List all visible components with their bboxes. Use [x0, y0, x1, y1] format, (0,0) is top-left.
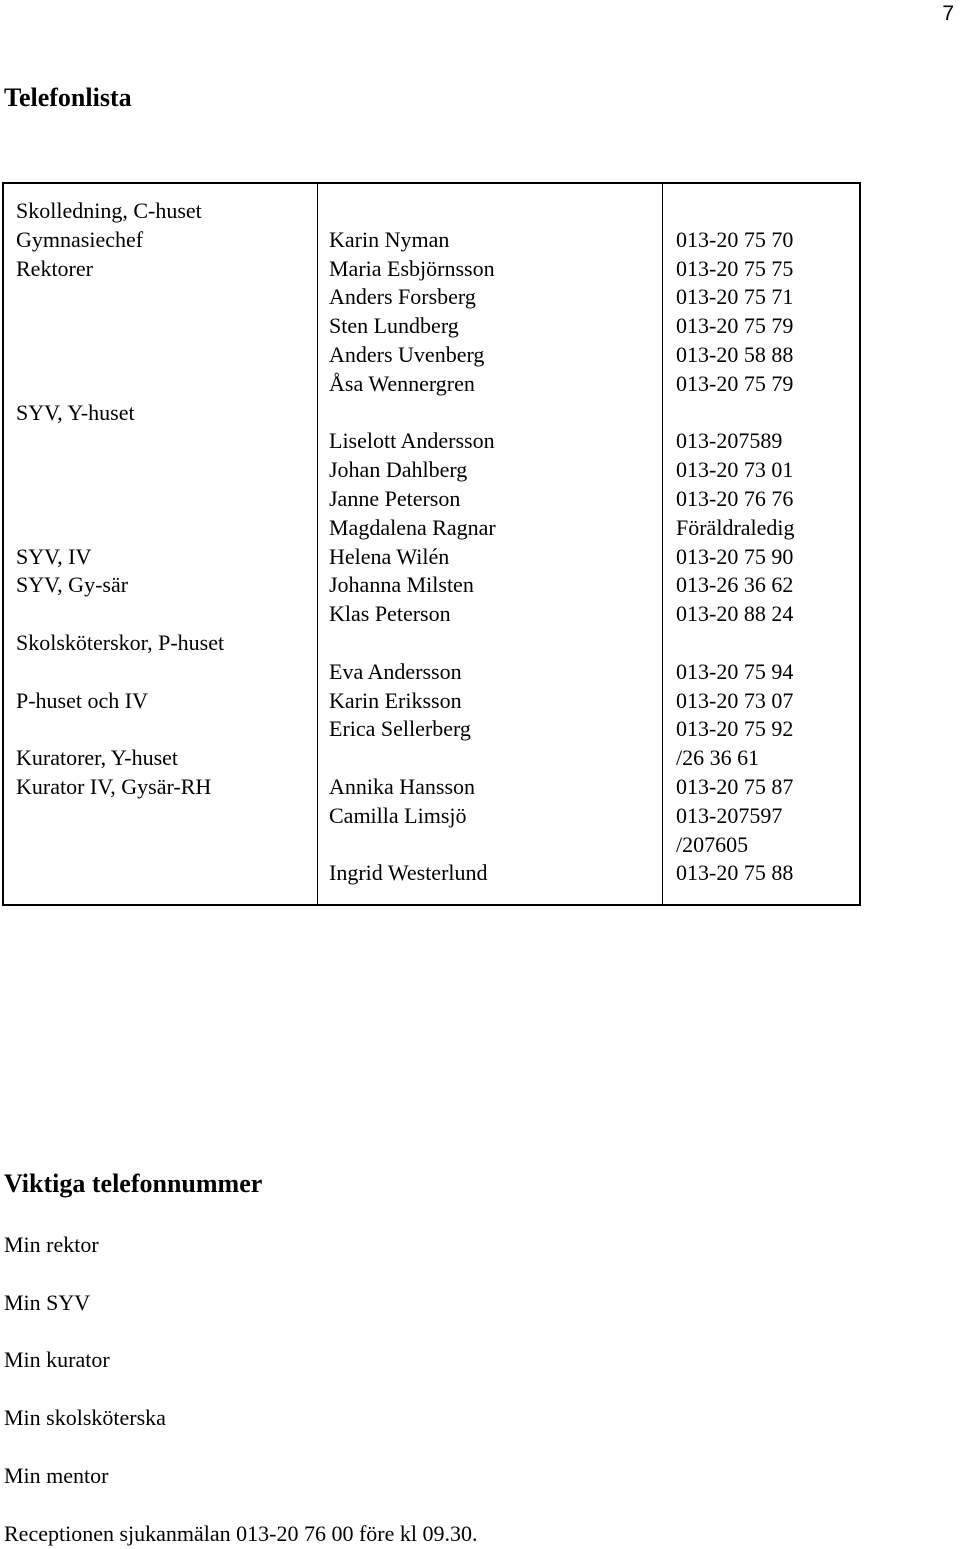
important-item: Min kurator [4, 1347, 110, 1373]
section-heading: Viktiga telefonnummer [4, 1169, 263, 1198]
phone-cell: 013-20 75 94 [676, 658, 794, 684]
role-cell: Skolsköterskor, P-huset [16, 630, 225, 655]
phone-cell: 013-20 73 01 [676, 457, 794, 483]
phone-cell: 013-20 75 79 [676, 313, 794, 339]
phone-cell: /207605 [676, 831, 749, 857]
phone-cell: 013-207597 [676, 802, 783, 828]
page-title: Telefonlista [4, 83, 132, 112]
phone-cell: 013-20 76 76 [676, 486, 794, 511]
name-cell: Erica Sellerberg [329, 716, 471, 742]
role-cell: SYV, Y-huset [16, 399, 135, 425]
phone-list-table [2, 182, 861, 906]
phone-cell: 013-20 75 87 [676, 774, 794, 799]
column-divider [662, 184, 663, 904]
phone-cell: 013-20 75 70 [676, 226, 794, 252]
role-cell: Skolledning, C-huset [16, 198, 202, 223]
name-cell: Sten Lundberg [329, 313, 459, 339]
role-cell: SYV, IV [16, 543, 92, 569]
phone-cell: /26 36 61 [676, 745, 760, 771]
phone-cell: 013-20 75 88 [676, 860, 794, 886]
important-item: Min mentor [4, 1462, 109, 1488]
name-cell: Liselott Andersson [329, 428, 495, 454]
important-item: Min skolsköterska [4, 1405, 166, 1431]
important-item: Min SYV [4, 1289, 91, 1315]
phone-cell: 013-20 75 92 [676, 716, 794, 742]
role-cell: Rektorer [16, 255, 93, 281]
phone-cell: 013-20 75 75 [676, 255, 794, 281]
name-cell: Camilla Limsjö [329, 802, 467, 828]
phone-cell: Föräldraledig [676, 514, 795, 540]
role-cell: P-huset och IV [16, 687, 148, 713]
role-cell: Kurator IV, Gysär-RH [16, 774, 212, 799]
name-cell: Annika Hansson [329, 774, 476, 799]
name-cell: Maria Esbjörnsson [329, 255, 495, 281]
name-cell: Åsa Wennergren [329, 370, 475, 396]
name-cell: Klas Peterson [329, 601, 451, 627]
name-cell: Karin Nyman [329, 226, 450, 252]
name-cell: Anders Forsberg [329, 284, 476, 310]
phone-cell: 013-26 36 62 [676, 572, 794, 598]
name-cell: Ingrid Westerlund [329, 860, 488, 886]
page-number: 7 [942, 2, 954, 25]
name-cell: Johanna Milsten [329, 572, 474, 598]
name-column [329, 184, 659, 904]
important-item: Min rektor [4, 1232, 99, 1257]
phone-cell: 013-207589 [676, 428, 783, 454]
name-cell: Johan Dahlberg [329, 457, 468, 483]
important-item: Receptionen sjukanmälan 013-20 76 00 före kl 09.30. [4, 1520, 478, 1546]
phone-cell: 013-20 75 71 [676, 284, 794, 310]
role-column [16, 184, 312, 904]
name-cell: Anders Uvenberg [329, 342, 485, 367]
phone-cell: 013-20 75 90 [676, 543, 794, 569]
phone-cell: 013-20 73 07 [676, 687, 794, 713]
name-cell: Eva Andersson [329, 658, 462, 684]
column-divider [317, 184, 318, 904]
role-cell: Kuratorer, Y-huset [16, 745, 179, 771]
phone-cell: 013-20 58 88 [676, 342, 794, 367]
phone-cell: 013-20 75 79 [676, 370, 794, 396]
role-cell: Gymnasiechef [16, 226, 144, 252]
phone-column [676, 184, 856, 904]
name-cell: Karin Eriksson [329, 687, 462, 713]
name-cell: Helena Wilén [329, 543, 450, 569]
name-cell: Janne Peterson [329, 486, 461, 511]
phone-cell: 013-20 88 24 [676, 601, 794, 627]
name-cell: Magdalena Ragnar [329, 514, 496, 540]
role-cell: SYV, Gy-sär [16, 572, 129, 598]
